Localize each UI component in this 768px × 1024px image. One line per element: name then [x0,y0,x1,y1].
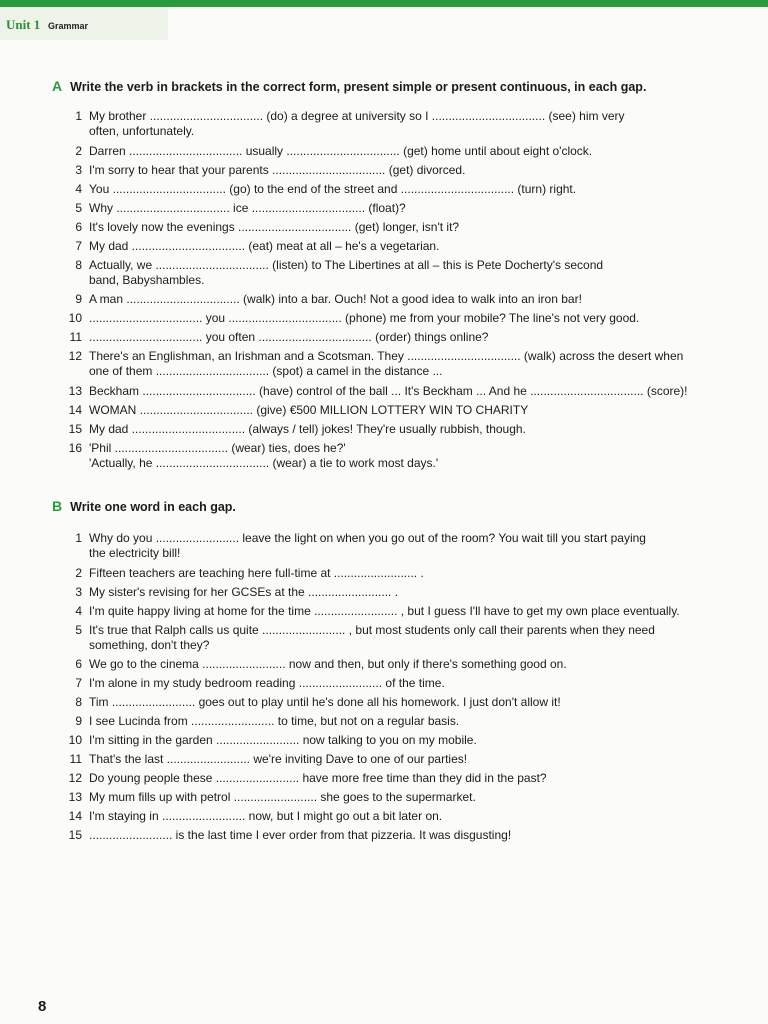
item-text: My mum fills up with petrol ......................... she goes to the supermarket. [89,790,476,804]
item-text: ......................... is the last time I ever order from that pizzeria. It was disgusting! [89,828,512,842]
item-text: My dad .................................. (always / tell) jokes! They're usually rubbish, though. [89,422,526,436]
item-number: 8 [75,258,82,272]
item-number: 2 [75,144,82,158]
section-b-letter: B [52,498,63,514]
unit-label: Unit 1 [6,17,41,32]
exercise-item [60,585,720,600]
item-number: 5 [75,201,82,215]
exercise-item [60,330,720,345]
section-a-heading [52,78,646,94]
item-text-continued: the electricity bill! [89,546,181,560]
exercise-item [60,809,720,824]
item-number: 13 [68,790,82,804]
exercise-item [60,752,720,767]
item-text: Why do you ......................... leave the light on when you go out of the room? You wait till you start paying [89,531,646,545]
exercise-item [60,771,720,786]
exercise-item [60,201,720,216]
exercise-item [60,441,720,471]
item-text: .................................. you .................................. (phone) me from your mobile? The line's not very good. [89,311,640,325]
exercise-item [60,714,720,729]
item-number: 2 [75,566,82,580]
item-text: I'm sitting in the garden ......................... now talking to you on my mobile. [89,733,477,747]
item-text: Do young people these ......................... have more free time than they did in the past? [89,771,547,785]
item-text: A man .................................. (walk) into a bar. Ouch! Not a good idea to walk into an iron bar! [89,292,582,306]
item-text-continued: something, don't they? [89,638,210,652]
item-number: 15 [68,828,82,842]
item-text: 'Phil .................................. (wear) ties, does he?' [89,441,346,455]
exercise-item [60,604,720,619]
exercise-item [60,220,720,235]
item-text: We go to the cinema ......................... now and then, but only if there's something good on. [89,657,567,671]
item-text-continued: band, Babyshambles. [89,273,205,287]
exercise-item [60,349,720,379]
exercise-item [60,109,720,139]
item-number: 6 [75,657,82,671]
item-number: 4 [75,182,82,196]
item-text: Fifteen teachers are teaching here full-time at ......................... . [89,566,424,580]
item-text: Tim ......................... goes out to play until he's done all his homework. I just don't allow it! [89,695,561,709]
top-color-bar [0,0,768,7]
item-text: Beckham .................................. (have) control of the ball ... It's Beckham ... And he .................................. (score)! [89,384,688,398]
item-number: 9 [75,714,82,728]
item-text: It's lovely now the evenings .................................. (get) longer, isn't it? [89,220,460,234]
item-text: That's the last ......................... we're inviting Dave to one of our parties! [89,752,468,766]
item-number: 7 [75,239,82,253]
item-number: 16 [68,441,82,455]
section-b-heading [52,498,236,514]
item-number: 1 [75,109,82,123]
exercise-item [60,311,720,326]
exercise-item [60,566,720,581]
exercise-item [60,790,720,805]
exercise-item [60,258,720,288]
item-text: I'm staying in ......................... now, but I might go out a bit later on. [89,809,443,823]
item-text: I'm sorry to hear that your parents .................................. (get) divorced. [89,163,466,177]
item-text: I see Lucinda from ......................... to time, but not on a regular basis. [89,714,460,728]
exercise-item [60,403,720,418]
section-a-instruction: Write the verb in brackets in the correct form, present simple or present continuous, in each gap. [70,80,647,94]
section-a-letter: A [52,78,63,94]
exercise-item [60,531,720,561]
item-number: 4 [75,604,82,618]
item-text: Why .................................. ice .................................. (float)? [89,201,406,215]
exercise-item [60,144,720,159]
exercise-item [60,657,720,672]
item-text: Darren .................................. usually .................................. (get) home until about eight o'clock. [89,144,593,158]
item-number: 11 [69,752,82,766]
exercise-item [60,384,720,399]
item-number: 7 [75,676,82,690]
item-number: 5 [75,623,82,637]
item-text: I'm quite happy living at home for the time ......................... , but I guess I'll have to get my own place eventually. [89,604,680,618]
exercise-item [60,182,720,197]
item-number: 3 [75,585,82,599]
item-number: 1 [75,531,82,545]
item-number: 10 [68,733,82,747]
exercise-item [60,695,720,710]
item-number: 12 [68,771,82,785]
item-text: My sister's revising for her GCSEs at the ......................... . [89,585,399,599]
item-number: 10 [68,311,82,325]
item-text: My dad .................................. (eat) meat at all – he's a vegetarian. [89,239,440,253]
exercise-item [60,828,720,843]
exercise-item [60,623,720,653]
item-number: 11 [69,330,82,344]
item-text: There's an Englishman, an Irishman and a Scotsman. They .................................. (walk) across the desert when [89,349,684,363]
item-text: My brother .................................. (do) a degree at university so I .................................. (see) him very [89,109,625,123]
exercise-item [60,676,720,691]
item-text-continued: one of them .................................. (spot) a camel in the distance ... [89,364,443,378]
exercise-item [60,422,720,437]
section-b-instruction: Write one word in each gap. [70,500,236,514]
item-text-continued: often, unfortunately. [89,124,195,138]
item-text: I'm alone in my study bedroom reading ......................... of the time. [89,676,445,690]
exercise-item [60,239,720,254]
item-text: It's true that Ralph calls us quite ......................... , but most students only call their parents when they need [89,623,655,637]
page-number: 8 [38,998,47,1015]
item-text: You .................................. (go) to the end of the street and .................................. (turn) right. [89,182,577,196]
item-number: 3 [75,163,82,177]
item-text: Actually, we .................................. (listen) to The Libertines at all – this is Pete Docherty's second [89,258,604,272]
item-text-continued: 'Actually, he .................................. (wear) a tie to work most days.' [89,456,439,470]
exercise-item [60,733,720,748]
exercise-item [60,292,720,307]
item-number: 13 [68,384,82,398]
item-number: 9 [75,292,82,306]
item-number: 8 [75,695,82,709]
section-label: Grammar [48,21,89,31]
item-number: 15 [68,422,82,436]
item-text: WOMAN .................................. (give) €500 MILLION LOTTERY WIN TO CHARITY [89,403,529,417]
item-number: 14 [68,403,82,417]
exercise-item [60,163,720,178]
item-number: 12 [68,349,82,363]
item-number: 14 [68,809,82,823]
item-number: 6 [75,220,82,234]
item-text: .................................. you often .................................. (order) things online? [89,330,489,344]
